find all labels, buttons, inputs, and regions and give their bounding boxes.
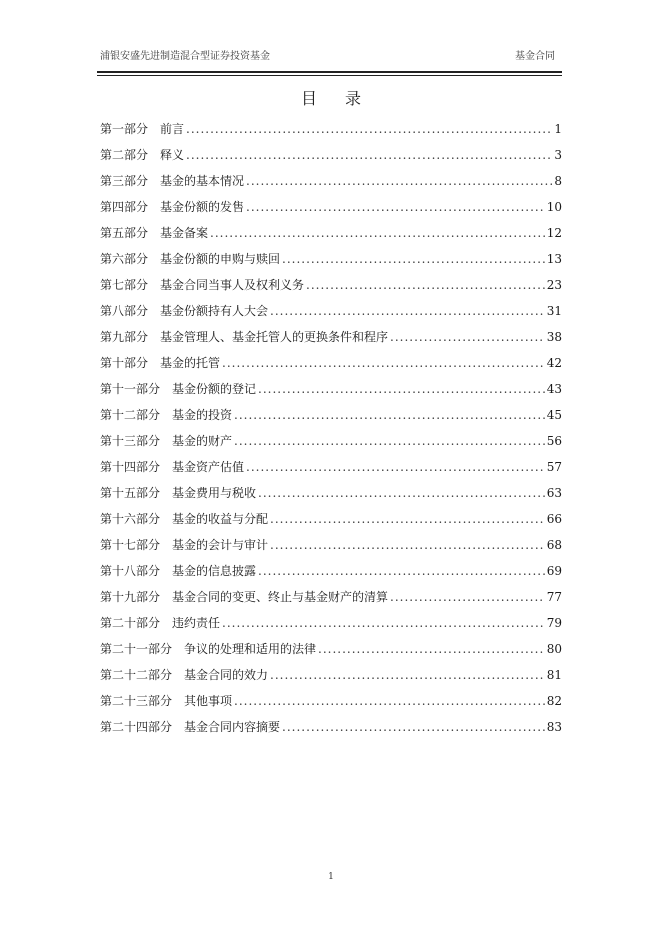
- toc-entry[interactable]: [100, 220, 562, 246]
- toc-entry-dot-leader: [246, 168, 552, 194]
- toc-entry-page: 56: [546, 434, 562, 448]
- toc-entry-part: 第五部分: [100, 226, 149, 240]
- header-rule-thick: [97, 71, 562, 73]
- toc-entry[interactable]: [100, 714, 562, 740]
- toc-entry-page: 23: [546, 278, 562, 292]
- toc-entry-part: 第十一部分: [100, 382, 161, 396]
- toc-entry[interactable]: [100, 376, 562, 402]
- toc-entry[interactable]: [100, 324, 562, 350]
- toc-entry-title: 基金的投资: [172, 408, 233, 422]
- toc-entry-title: 基金的会计与审计: [172, 538, 269, 552]
- toc-entry-dot-leader: [186, 142, 552, 168]
- toc-entry-page: 12: [546, 226, 562, 240]
- header-fund-name: 浦银安盛先进制造混合型证券投资基金: [100, 51, 270, 62]
- toc-entry-title: 违约责任: [172, 616, 221, 630]
- toc-entry-page: 63: [546, 486, 562, 500]
- toc-entry-dot-leader: [246, 194, 545, 220]
- toc-entry-part: 第十八部分: [100, 564, 161, 578]
- toc-entry-part: 第十九部分: [100, 590, 161, 604]
- toc-title-char-2: 录: [345, 89, 362, 108]
- toc-entry-title: 基金合同当事人及权利义务: [160, 278, 305, 292]
- toc-entry-part: 第十六部分: [100, 512, 161, 526]
- toc-entry-dot-leader: [282, 246, 545, 272]
- toc-entry-part: 第二部分: [100, 148, 149, 162]
- toc-entry[interactable]: [100, 142, 562, 168]
- toc-entry-dot-leader: [222, 350, 545, 376]
- toc-entry[interactable]: [100, 402, 562, 428]
- table-of-contents: [100, 116, 562, 740]
- toc-entry[interactable]: [100, 272, 562, 298]
- toc-entry-page: 43: [546, 382, 562, 396]
- toc-entry-dot-leader: [270, 298, 545, 324]
- toc-entry[interactable]: [100, 168, 562, 194]
- toc-entry[interactable]: [100, 480, 562, 506]
- toc-entry-title: 基金的基本情况: [160, 174, 245, 188]
- toc-entry-part: 第十三部分: [100, 434, 161, 448]
- toc-title-char-1: 目: [300, 89, 317, 108]
- toc-entry-page: 83: [546, 720, 562, 734]
- toc-entry-part: 第九部分: [100, 330, 149, 344]
- toc-entry-page: 57: [546, 460, 562, 474]
- toc-entry-title: 基金的收益与分配: [172, 512, 269, 526]
- toc-entry[interactable]: [100, 506, 562, 532]
- toc-entry-dot-leader: [270, 506, 545, 532]
- toc-entry-part: 第十四部分: [100, 460, 161, 474]
- toc-entry-title: 基金份额的发售: [160, 200, 245, 214]
- toc-entry[interactable]: [100, 298, 562, 324]
- toc-entry[interactable]: [100, 610, 562, 636]
- toc-entry-page: 80: [546, 642, 562, 656]
- toc-entry-title: 基金合同内容摘要: [184, 720, 281, 734]
- toc-entry-title: 基金合同的效力: [184, 668, 269, 682]
- toc-entry-part: 第二十四部分: [100, 720, 173, 734]
- toc-entry[interactable]: [100, 246, 562, 272]
- toc-entry-part: 第七部分: [100, 278, 149, 292]
- toc-entry-page: 82: [546, 694, 562, 708]
- toc-entry-dot-leader: [258, 558, 545, 584]
- toc-entry[interactable]: [100, 116, 562, 142]
- header-doc-type: 基金合同: [515, 51, 555, 62]
- toc-title: [0, 86, 662, 109]
- toc-entry-title: 基金份额的申购与赎回: [160, 252, 281, 266]
- toc-entry-title: 基金的托管: [160, 356, 221, 370]
- toc-entry-title: 其他事项: [184, 694, 233, 708]
- toc-entry-page: 45: [546, 408, 562, 422]
- toc-entry[interactable]: [100, 194, 562, 220]
- toc-entry-title: 基金费用与税收: [172, 486, 257, 500]
- toc-entry[interactable]: [100, 584, 562, 610]
- toc-entry[interactable]: [100, 688, 562, 714]
- toc-entry-dot-leader: [258, 480, 545, 506]
- toc-entry[interactable]: [100, 350, 562, 376]
- toc-entry-page: 38: [546, 330, 562, 344]
- toc-entry-part: 第十七部分: [100, 538, 161, 552]
- toc-entry-page: 66: [546, 512, 562, 526]
- toc-entry-page: 31: [546, 304, 562, 318]
- toc-entry-part: 第八部分: [100, 304, 149, 318]
- toc-entry-dot-leader: [222, 610, 545, 636]
- toc-entry[interactable]: [100, 428, 562, 454]
- toc-entry-page: 77: [546, 590, 562, 604]
- toc-entry-dot-leader: [390, 324, 545, 350]
- toc-entry-title: 基金份额的登记: [172, 382, 257, 396]
- toc-entry[interactable]: [100, 636, 562, 662]
- toc-entry-page: 10: [546, 200, 562, 214]
- toc-entry-part: 第二十一部分: [100, 642, 173, 656]
- toc-entry-part: 第一部分: [100, 122, 149, 136]
- toc-entry-part: 第十部分: [100, 356, 149, 370]
- toc-entry-part: 第二十二部分: [100, 668, 173, 682]
- toc-entry-dot-leader: [270, 532, 545, 558]
- toc-entry-title: 前言: [160, 122, 185, 136]
- toc-entry-page: 13: [546, 252, 562, 266]
- toc-entry-part: 第二十部分: [100, 616, 161, 630]
- page-header: [97, 42, 562, 62]
- toc-entry-title: 基金的信息披露: [172, 564, 257, 578]
- toc-entry-title: 基金合同的变更、终止与基金财产的清算: [172, 590, 389, 604]
- toc-entry-page: 3: [554, 148, 562, 162]
- toc-entry-title: 基金份额持有人大会: [160, 304, 269, 318]
- toc-entry-title: 基金备案: [160, 226, 209, 240]
- toc-entry-dot-leader: [234, 402, 545, 428]
- toc-entry-dot-leader: [234, 428, 545, 454]
- toc-entry-dot-leader: [318, 636, 545, 662]
- toc-entry-dot-leader: [234, 688, 545, 714]
- toc-entry-title: 释义: [160, 148, 185, 162]
- toc-entry-page: 1: [554, 122, 562, 136]
- toc-entry[interactable]: [100, 662, 562, 688]
- toc-entry-page: 79: [546, 616, 562, 630]
- toc-entry-page: 8: [554, 174, 562, 188]
- toc-entry-dot-leader: [270, 662, 545, 688]
- toc-entry-page: 81: [546, 668, 562, 682]
- toc-entry-page: 69: [546, 564, 562, 578]
- toc-entry-title: 基金资产估值: [172, 460, 245, 474]
- footer-page-number: 1: [328, 872, 334, 882]
- toc-entry-part: 第三部分: [100, 174, 149, 188]
- toc-entry-part: 第六部分: [100, 252, 149, 266]
- toc-entry-dot-leader: [210, 220, 545, 246]
- toc-entry-dot-leader: [186, 116, 552, 142]
- toc-entry-page: 68: [546, 538, 562, 552]
- toc-entry[interactable]: [100, 454, 562, 480]
- toc-entry[interactable]: [100, 532, 562, 558]
- toc-entry-part: 第二十三部分: [100, 694, 173, 708]
- header-rule-thin: [97, 75, 562, 76]
- toc-entry[interactable]: [100, 558, 562, 584]
- toc-entry-part: 第十五部分: [100, 486, 161, 500]
- toc-entry-title: 基金的财产: [172, 434, 233, 448]
- toc-entry-page: 42: [546, 356, 562, 370]
- toc-entry-dot-leader: [246, 454, 545, 480]
- toc-entry-dot-leader: [390, 584, 545, 610]
- toc-entry-dot-leader: [258, 376, 545, 402]
- toc-entry-part: 第四部分: [100, 200, 149, 214]
- toc-entry-title: 基金管理人、基金托管人的更换条件和程序: [160, 330, 389, 344]
- toc-entry-dot-leader: [282, 714, 545, 740]
- toc-entry-part: 第十二部分: [100, 408, 161, 422]
- toc-entry-title: 争议的处理和适用的法律: [184, 642, 317, 656]
- toc-entry-dot-leader: [306, 272, 545, 298]
